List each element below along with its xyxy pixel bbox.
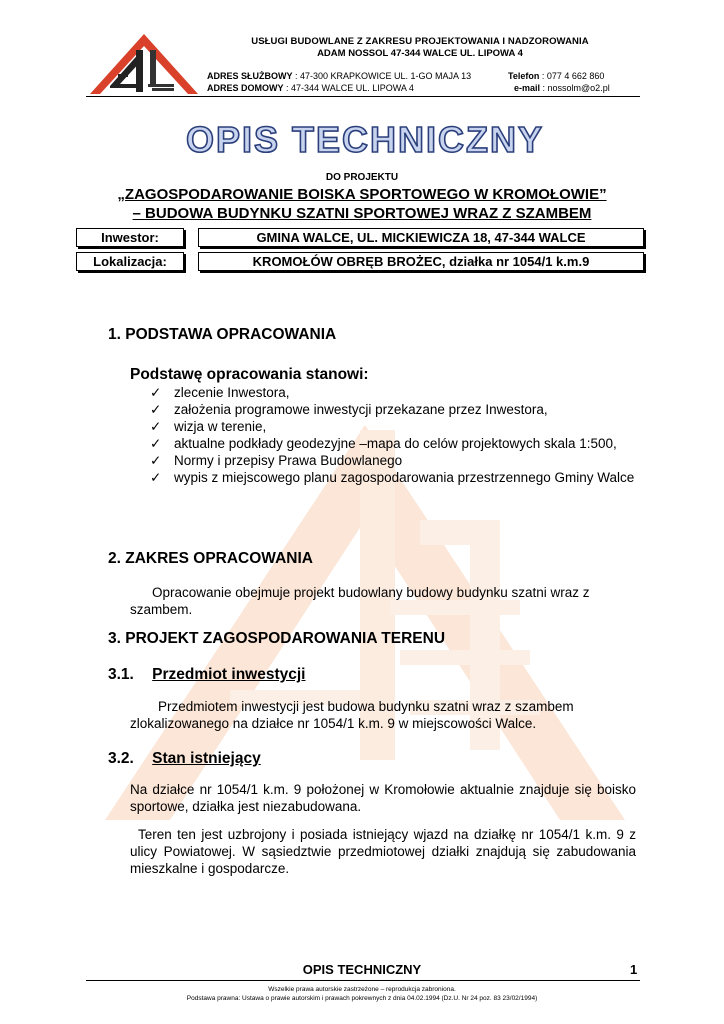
office-address-label: ADRES SŁUŻBOWY [207, 71, 293, 81]
company-name-line: USŁUGI BUDOWLANE Z ZAKRESU PROJEKTOWANIA I NADZOROWANIA [251, 36, 589, 47]
office-address-value: : 47-300 KRAPKOWICE UL. 1-GO MAJA 13 [295, 71, 472, 81]
section-3-heading: 3. PROJEKT ZAGOSPODAROWANIA TERENU [108, 630, 446, 647]
section-3-1-title: Przedmiot inwestycji [152, 666, 306, 683]
section-3-1-text-line-2: zlokalizowanego na działce nr 1054/1 k.m. 9 w miejscowości Walce. [130, 716, 537, 731]
home-address-label: ADRES DOMOWY [207, 83, 284, 93]
section-3-1-text-line-1: Przedmiotem inwestycji jest budowa budynku szatni wraz z szambem [158, 699, 574, 714]
email-value: : nossolm@o2.pl [542, 83, 610, 93]
section-2-text: Opracowanie obejmuje projekt budowlany budowy budynku szatni wraz z szambem. [130, 585, 590, 617]
home-address-value: : 47-344 WALCE UL. LIPOWA 4 [286, 83, 414, 93]
list-item: ✓ wizja w terenie, [150, 419, 267, 434]
check-icon: ✓ [150, 385, 162, 400]
investor-label: Inwestor: [76, 228, 184, 247]
legal-basis-note: Podstawa prawna: Ustawa o prawie autorskim i prawach pokrewnych z dnia 04.02.1994 (Dz.U. Nr 24 poz. 83 23/02/1994) [186, 995, 538, 1002]
project-title-line-1: „ZAGOSPODAROWANIE BOISKA SPORTOWEGO W KROMOŁOWIE” [117, 186, 607, 203]
section-3-2-heading [108, 750, 261, 768]
section-3-2-paragraph-2: Teren ten jest uzbrojony i posiada istniejący wjazd na działkę nr 1054/1 k.m. 9 z ulicy Powiatowej. W sąsiedztwie przedmiotowej działki znajdują się zabudowania mieszkalne i gospodarcze. [130, 827, 636, 876]
do-projektu-label: DO PROJEKTU [325, 172, 399, 183]
list-item: ✓ założenia programowe inwestycji przekazane przez Inwestora, [150, 402, 548, 417]
phone-label: Telefon [508, 71, 540, 81]
copyright-note: Wszelkie prawa autorskie zastrzeżone – reprodukcja zabroniona. [268, 986, 456, 993]
check-icon: ✓ [150, 470, 162, 485]
footer-title: OPIS TECHNICZNY [302, 962, 422, 977]
section-2-heading: 2. ZAKRES OPRACOWANIA [108, 550, 313, 567]
check-icon: ✓ [150, 436, 162, 451]
list-item: ✓ Normy i przepisy Prawa Budowlanego [150, 453, 403, 468]
contact-block [508, 70, 638, 94]
big-title-text: OPIS TECHNICZNY [185, 119, 545, 160]
section-1-heading: 1. PODSTAWA OPRACOWANIA [108, 326, 337, 343]
investor-value: GMINA WALCE, UL. MICKIEWICZA 18, 47-344 WALCE [198, 228, 644, 247]
section-3-2-paragraph-1: Na działce nr 1054/1 k.m. 9 położonej w Kromołowie aktualnie znajduje się boisko sportowe, działka jest niezabudowana. [130, 782, 636, 814]
header-divider [86, 96, 640, 97]
section-3-2-number: 3.2. [108, 750, 134, 767]
project-title-line-2: – BUDOWA BUDYNKU SZATNI SPORTOWEJ WRAZ Z SZAMBEM [132, 205, 592, 222]
section-1-subheading: Podstawę opracowania stanowi: [130, 366, 369, 383]
section-3-1-heading [108, 666, 306, 684]
check-icon: ✓ [150, 453, 162, 468]
basis-list [150, 384, 640, 486]
section-3-2-title: Stan istniejący [152, 750, 261, 767]
check-icon: ✓ [150, 402, 162, 417]
list-item: ✓ wypis z miejscowego planu zagospodarowania przestrzennego Gminy Walce [150, 470, 635, 485]
check-icon: ✓ [150, 419, 162, 434]
location-value: KROMOŁÓW OBRĘB BROŻEC, działka nr 1054/1 k.m.9 [198, 252, 644, 271]
list-item: ✓ zlecenie Inwestora, [150, 385, 290, 400]
address-block [207, 70, 507, 94]
section-3-1-number: 3.1. [108, 666, 134, 683]
document-big-title [150, 118, 580, 160]
list-item: ✓ aktualne podkłady geodezyjne –mapa do celów projektowych skala 1:500, [150, 436, 617, 451]
location-label: Lokalizacja: [76, 252, 184, 271]
phone-value: : 077 4 662 860 [541, 71, 605, 81]
page-number: 1 [630, 962, 638, 977]
company-owner-line: ADAM NOSSOL 47-344 WALCE UL. LIPOWA 4 [317, 48, 523, 59]
footer-divider [86, 980, 640, 981]
email-label: e-mail [514, 83, 541, 93]
